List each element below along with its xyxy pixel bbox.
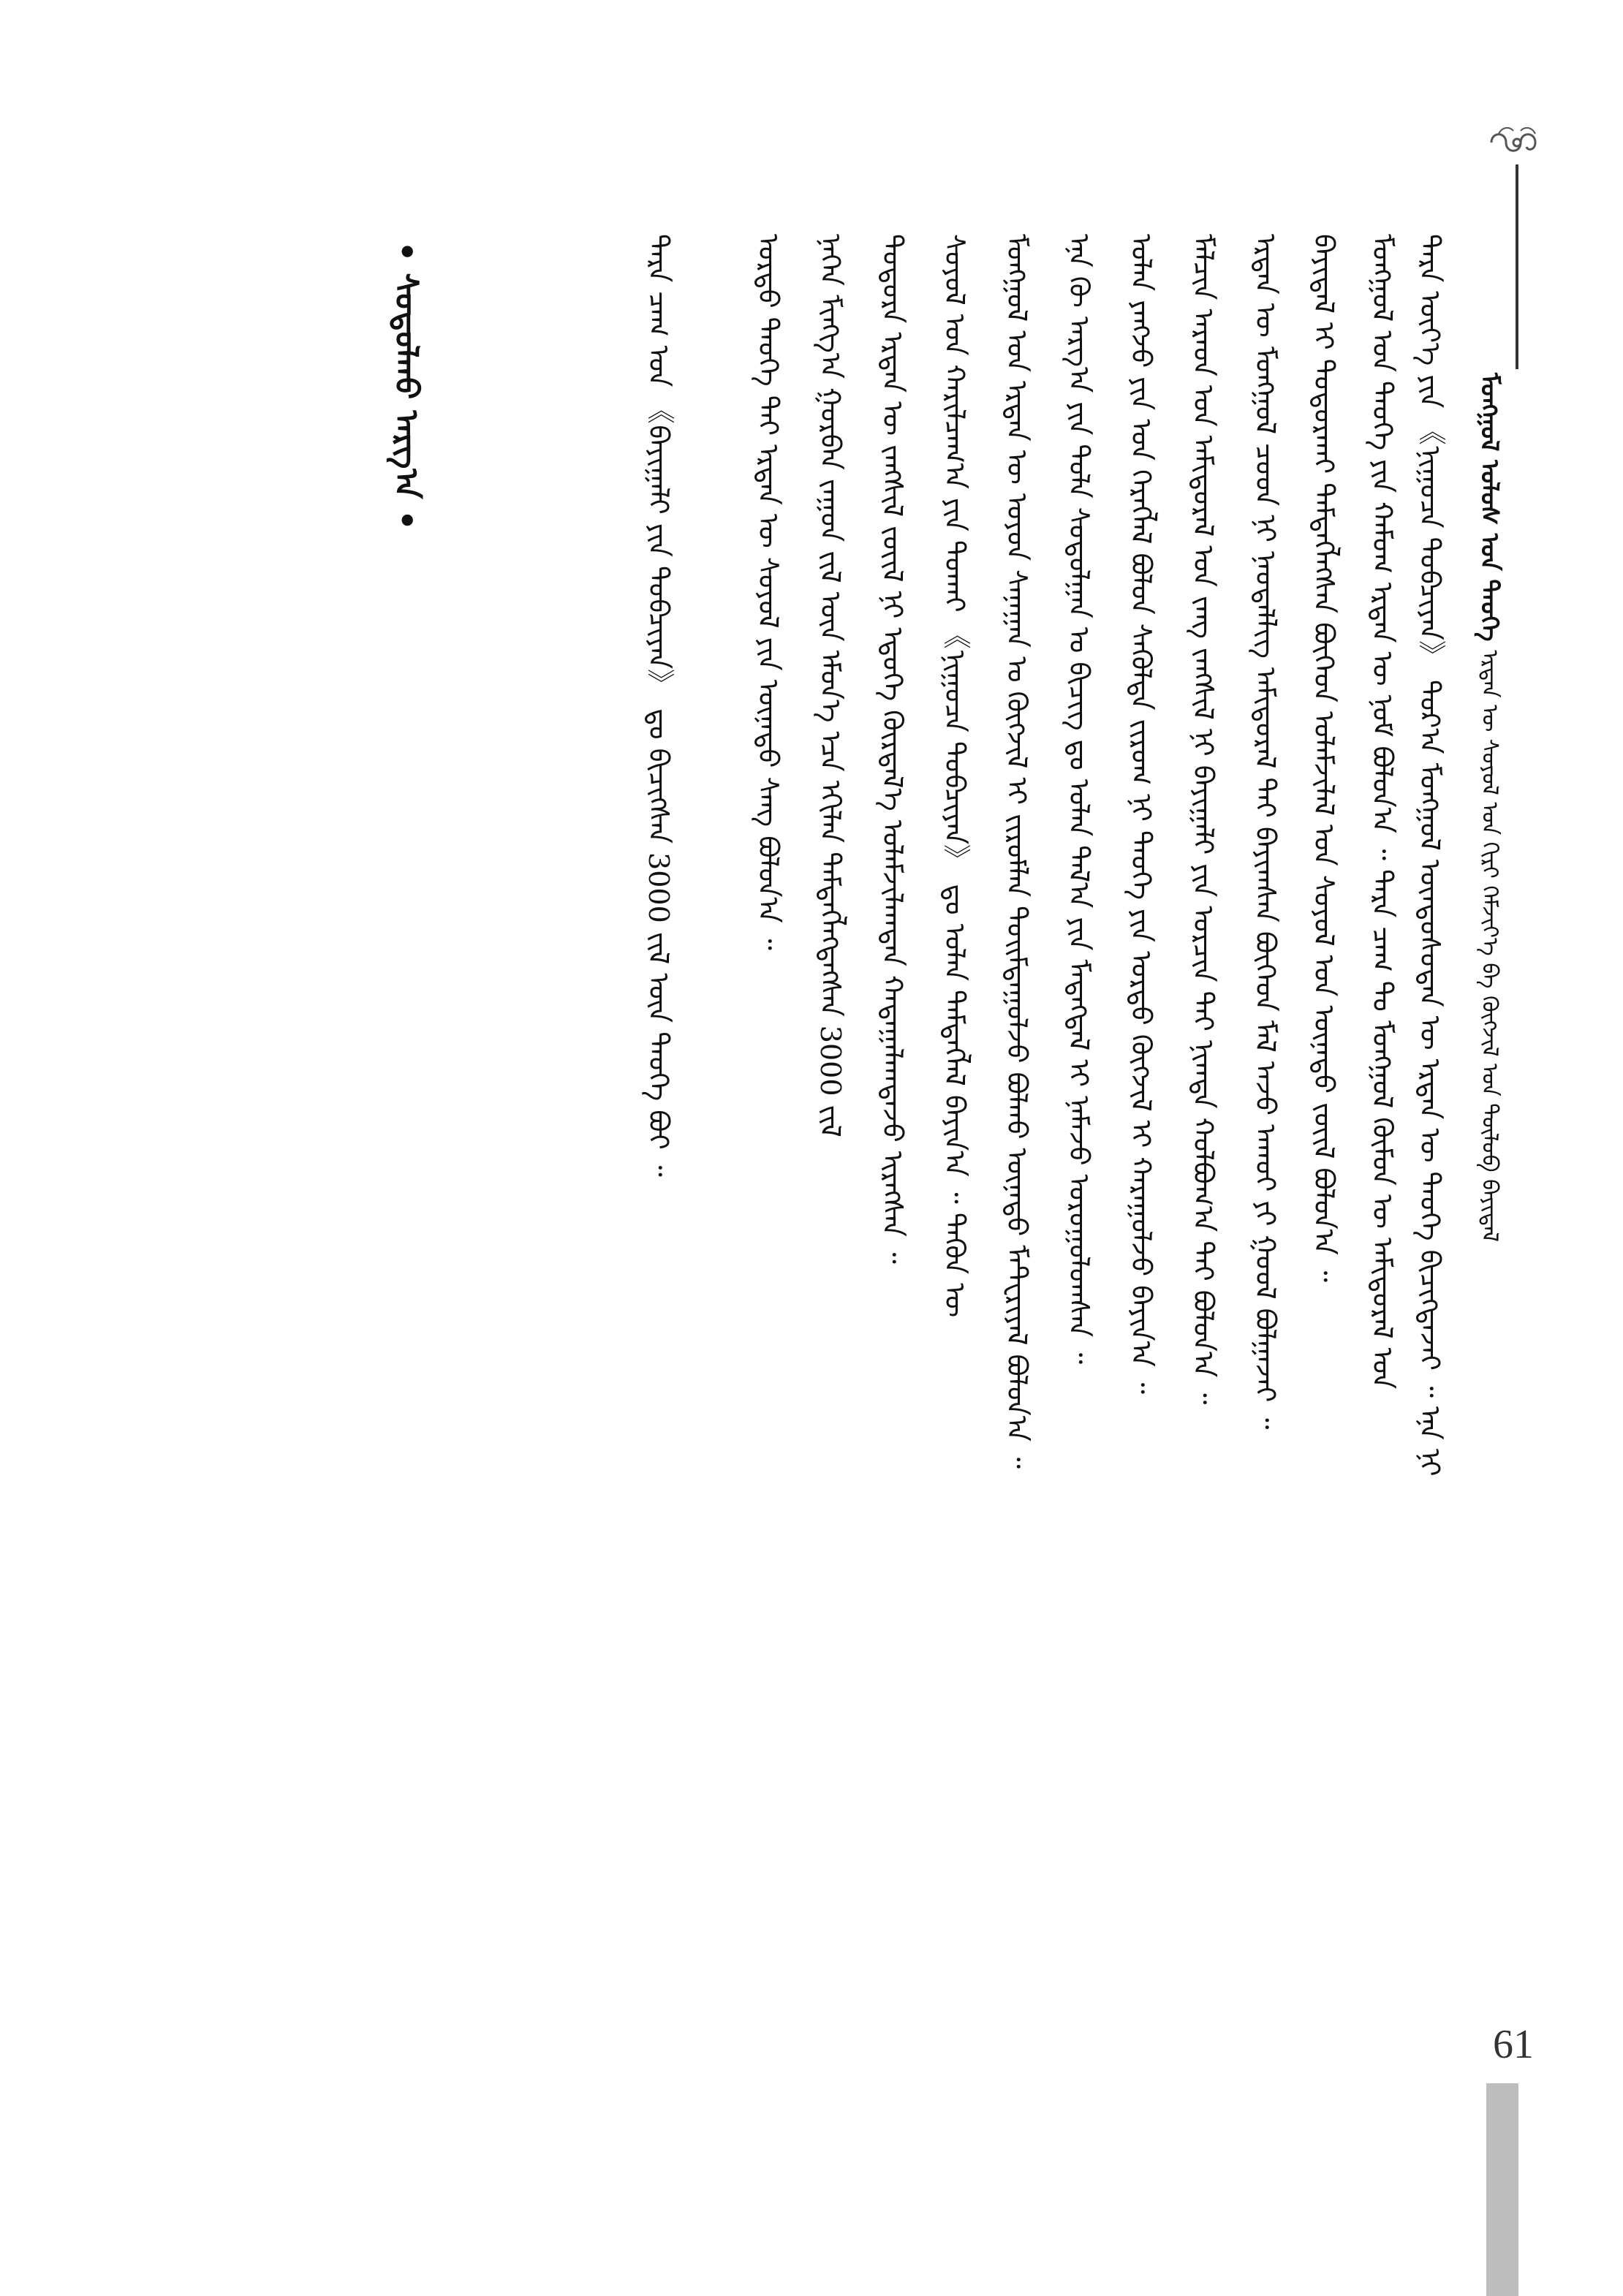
body-line: ᠡᠷᠲᠡᠨ ᠦ ᠮᠣᠩᠭᠣᠯ ᠴᠤᠳ ᠨᠢ ᠨᠡᠦᠳᠡᠯᠯᠢᠭ ᠠᠮᠢᠳᠤᠷᠠᠯ ᠲᠠᠢ ᠪᠠᠶᠢᠭᠰᠠᠨ ᠪᠥᠭᠡᠳ ᠮᠠᠯ ᠠᠵᠤ ᠠᠬᠤᠢ ᠶᠢ ᠭᠣᠣᠯ ᠪᠣᠯᠭᠠᠵᠠᠢ ᠃ — [1249, 234, 1282, 1430]
running-header-subtitle: ᠡᠷᠲᠡᠨ ᠦ ᠰᠣᠶᠣᠯ ᠤᠨ ᠬᠢᠷᠢ ᠬᠡᠮᠵᠢᠶ᠎ᠡ ᠪᠠ ᠬᠥᠭᠵᠢᠯ ᠤᠨ ᠲᠥᠯᠥᠪ ᠪᠠᠶᠢᠳᠠᠯ — [1477, 650, 1502, 1243]
body-line: ᠨᠡᠭᠡᠨ ᠮᠢᠩᠭ᠎ᠠ ᠭᠤᠷᠪᠠᠨ ᠵᠠᠭᠤᠨ ᠵᠢᠯ ᠦᠨ ᠡᠮᠦᠨ᠎ᠡ ᠡᠴᠡ ᠡᠬᠢᠯᠡᠨ ᠲᠡᠮᠳᠡᠭᠯᠡᠭᠳᠡᠭᠰᠡᠨ 3000 ᠵᠢᠯ — [814, 234, 847, 1137]
body-line: ᠣᠯᠠᠨ ᠶᠠᠩᠵᠤ ᠶᠢᠨ ᠡᠳ ᠬᠡᠷᠡᠭᠯᠡᠯ ᠪᠣᠯᠣᠨ ᠰᠡᠭᠦᠯᠲᠡ ᠵᠢᠷᠤᠭ ᠨᠢ ᠲᠡᠦᠬᠡ ᠶᠢᠨ ᠤᠷᠲᠤ ᠬᠥᠭᠵᠢᠯ ᠢ ᠬᠠᠷᠠᠭᠤᠯᠵᠤ ᠪᠠᠶᠢᠨ᠎ᠠ ᠃ — [1125, 234, 1157, 1394]
header-ornament-icon — [1484, 121, 1550, 164]
body-line: ᠪᠠᠶᠢᠳᠠᠯ ᠢ ᠲᠣᠳᠣᠷᠬᠠᠢ ᠲᠡᠮᠳᠡᠭᠯᠡᠭᠰᠡᠨ ᠪᠥᠭᠡᠳ ᠤᠯᠠᠮᠵᠢᠯᠠᠯ ᠤᠨ ᠰᠣᠶᠣᠯ ᠤᠨ ᠦᠨᠡᠲᠦ ᠵᠦᠢᠯ ᠪᠣᠯᠤᠨ᠎ᠠ ᠃ — [1308, 234, 1340, 1283]
body-line: ᠳᠣᠲᠣᠷᠠ ᠡᠷᠲᠡᠨ ᠦ ᠵᠠᠩᠱᠢᠯ ᠵᠦᠢᠯ ᠨᠢ ᠡᠳᠦᠭᠡ ᠬᠦᠷᠲᠡᠯ᠎ᠡ ᠤᠯᠠᠮᠵᠢᠯᠠᠭᠳᠠᠨ ᠬᠠᠳᠠᠭᠠᠯᠠᠭᠳᠠᠵᠤ ᠢᠷᠡᠭᠰᠡᠨ ᠃ — [877, 234, 909, 1264]
body-line: ᠡᠨᠡ ᠬᠦ ᠠᠷᠭ᠎ᠠ ᠶᠢᠨ ᠲᠤᠯᠠ ᠰᠤᠳᠤᠯᠭᠠᠨ ᠤ ᠪᠢᠴᠢᠭ ᠳᠤ ᠣᠯᠠᠨ ᠲᠠᠯ᠎ᠠ ᠶᠢᠨ ᠮᠡᠳᠡᠭᠳᠡᠯ ᠢ ᠨᠡᠮᠡᠵᠦ ᠣᠷᠣᠭᠤᠯᠤᠭᠰᠠᠨ ᠃ — [1063, 234, 1095, 1365]
section-heading: • ᠰᠣᠳᠤᠯᠬᠤ ᠠᠷᠭ᠎ᠠ • — [387, 241, 425, 531]
body-line: ᠮᠣᠩᠭᠣᠯ ᠤᠨ ᠡᠷᠲᠡᠨ ᠦ ᠣᠶᠤᠨ ᠰᠠᠨᠠᠭᠠᠨ ᠤ ᠬᠥᠭᠵᠢᠯ ᠢ ᠵᠢᠷᠤᠮᠯᠠᠨ ᠲᠣᠢᠮᠳᠠᠭᠤᠯᠵᠤ ᠪᠣᠯᠬᠤ ᠦᠨᠡᠲᠦ ᠮᠠᠲ᠋ᠧᠷᠢᠶᠠᠯ ᠪᠣᠯᠤᠨ᠎ᠠ ᠃ — [1001, 234, 1033, 1469]
running-header-title: ᠮᠣᠩᠭᠣᠯ ᠤᠯᠤᠰ ᠤᠨ ᠲᠡᠦᠬᠡ — [1475, 373, 1504, 642]
body-line: ᠲᠡᠷᠡ ᠴᠠᠭ ᠤᠨ 《ᠪᠠᠶᠢᠭᠠᠯᠢ ᠶᠢᠨ ᠲᠣᠪᠴᠢᠶᠠᠨ》 ᠳᠤ ᠪᠢᠴᠢᠭᠰᠡᠨ 3000 ᠵᠢᠯ ᠦᠨ ᠲᠡᠦᠬᠡ ᠪᠤᠢ ᠃ — [643, 234, 675, 1177]
body-line: ᠲᠡᠷᠡ ᠦᠶ᠎ᠡ ᠶᠢᠨ 《ᠨᠢᠭᠤᠴᠠ ᠲᠣᠪᠴᠢᠶᠠᠨ》 ᠳᠣᠷ᠎ᠠ ᠮᠣᠩᠭᠣᠯ ᠦᠨᠳᠦᠰᠦᠲᠡᠨ ᠦ ᠡᠷᠲᠡᠨ ᠦ ᠲᠡᠦᠬᠡ ᠪᠢᠴᠢᠭᠳᠡᠵᠡᠢ ᠃ ᠡᠨᠡ ᠨᠢ — [1414, 234, 1446, 1477]
body-line: ᠤᠷᠲᠤ ᠲᠡᠦᠬᠡ ᠲᠠᠢ ᠡᠷᠲᠡᠨ ᠦ ᠰᠣᠶᠣᠯ ᠶᠢᠨ ᠦᠨᠡᠲᠦ ᠰᠠᠩ ᠪᠣᠯᠤᠨ᠎ᠠ ᠃ — [752, 234, 784, 950]
body-line: ᠰᠣᠶᠣᠯ ᠤᠨ ᠬᠠᠷᠢᠯᠴᠠᠭ᠎ᠠ ᠶᠢᠨ ᠲᠤᠬᠠᠢ 《ᠨᠢᠭᠤᠴᠠ ᠲᠣᠪᠴᠢᠶᠠᠨ》 ᠳᠤ ᠣᠯᠠᠨ ᠲᠡᠮᠳᠡᠭᠯᠡᠯ ᠪᠠᠶᠢᠨ᠎ᠠ ᠃ ᠲᠡᠭᠦᠨ ᠦ — [939, 234, 971, 1318]
header-rule — [1516, 164, 1518, 369]
running-header — [1473, 373, 1561, 1396]
page-edge-tab — [1486, 2083, 1518, 2296]
page-number: 61 — [1493, 2022, 1534, 2067]
body-line: ᠮᠣᠩᠭᠣᠯ ᠤᠨ ᠲᠡᠦᠬᠡ ᠶᠢᠨ ᠬᠠᠮᠤᠭ ᠡᠷᠲᠡᠨ ᠦ ᠨᠣᠮ ᠪᠣᠯᠤᠨ᠎ᠠ ᠃ ᠲᠡᠷᠡ ᠴᠠᠭ ᠲᠤ ᠮᠣᠩᠭᠣᠯ ᠬᠦᠮᠦᠨ ᠦ ᠠᠮᠢᠳᠤᠷᠠᠯ ᠤᠨ — [1366, 234, 1399, 1390]
body-line: ᠮᠠᠯᠴᠢᠨ ᠠᠷᠠᠳ ᠤᠨ ᠠᠮᠢᠳᠤᠷᠠᠯ ᠤᠨ ᠵᠠᠩ ᠵᠠᠩᠰᠢᠯ ᠨᠢ ᠪᠠᠶᠢᠭᠠᠯᠢ ᠶᠢᠨ ᠣᠷᠴᠢᠨ ᠲᠠᠢ ᠨᠢᠭᠲᠠ ᠬᠣᠯᠪᠣᠭ᠎ᠠ ᠲᠠᠢ ᠪᠣᠯᠤᠨ᠎ᠠ ᠃ — [1187, 234, 1219, 1405]
